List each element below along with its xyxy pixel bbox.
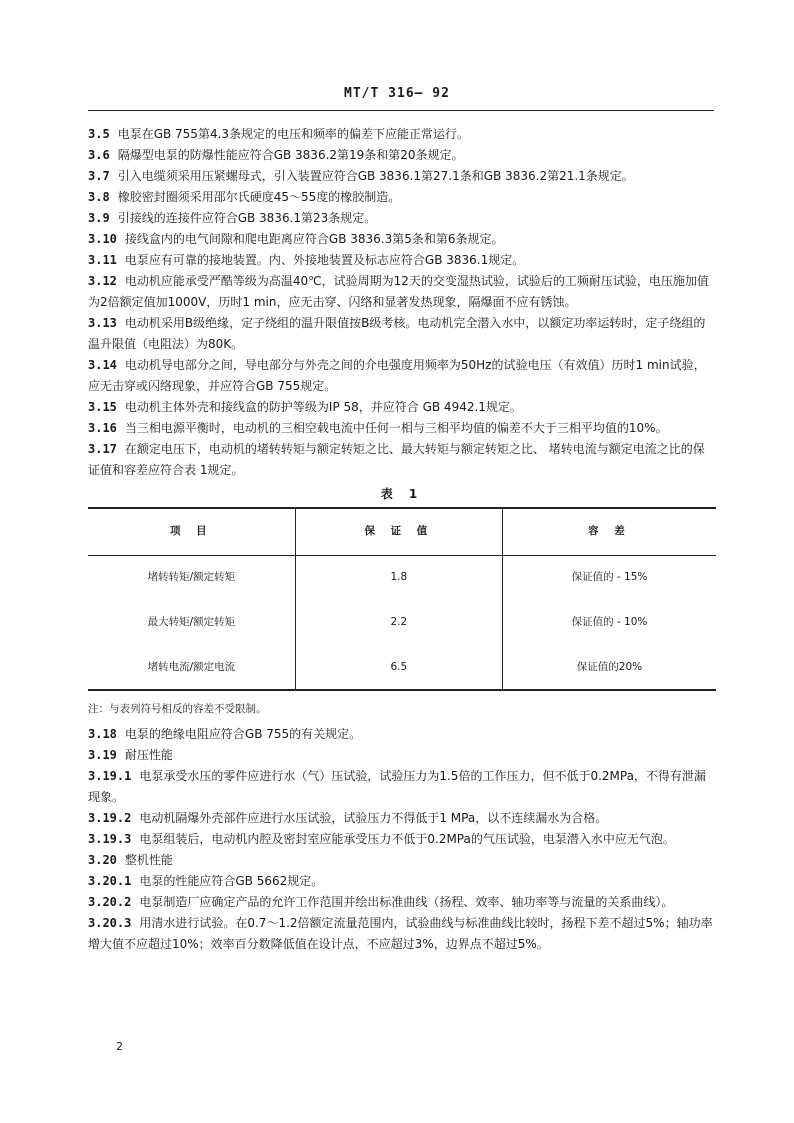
clause xyxy=(88,850,716,871)
clause-number: 3.13 xyxy=(88,316,117,330)
clause-number: 3.8 xyxy=(88,190,110,204)
clause xyxy=(88,145,716,166)
clause-text: 隔爆型电泵的防爆性能应符合GB 3836.2第19条和第20条规定。 xyxy=(117,148,464,162)
clause-number: 3.20.3 xyxy=(88,916,132,930)
clause-number: 3.19.1 xyxy=(88,769,132,783)
table-note: 注：与表列符号相反的容差不受限制。 xyxy=(88,703,267,715)
clause-number: 3.12 xyxy=(88,274,117,288)
clause-text: 引入电缆须采用压紧螺母式，引入装置应符合GB 3836.1第27.1条和GB 3836.2第21.1条规定。 xyxy=(117,169,634,183)
clause-text: 电动机应能承受严酷等级为高温40℃，试验周期为12天的交变湿热试验，试验后的工频耐压试验，电压施加值为2倍额定值加1000V，历时1 min，应无击穿、闪络和显著发热现象，隔爆面不应有锈蚀。 xyxy=(88,274,709,309)
clause-number: 3.6 xyxy=(88,148,110,162)
clause-text: 电动机采用B级绝缘，定子绕组的温升限值按B级考核。电动机完全潜入水中，以额定功率运转时，定子绕组的温升限值（电阻法）为80K。 xyxy=(88,316,706,351)
clause-text: 电泵组装后，电动机内腔及密封室应能承受压力不低于0.2MPa的气压试验，电泵潜入水中应无气泡。 xyxy=(139,832,675,846)
table-cell: 保证值的 - 10% xyxy=(502,600,716,645)
clause-number: 3.10 xyxy=(88,232,117,246)
clause-text: 电泵应有可靠的接地装置。内、外接地装置及标志应符合GB 3836.1规定。 xyxy=(124,253,525,267)
table-cell: 最大转矩/额定转矩 xyxy=(147,616,236,628)
table-caption: 表 1 xyxy=(380,487,424,501)
clause-number: 3.19.2 xyxy=(88,811,132,825)
table-cell: 保证值的 - 15% xyxy=(502,555,716,600)
table-row xyxy=(88,600,716,645)
clause-number: 3.18 xyxy=(88,727,117,741)
clause-text: 电动机主体外壳和接线盒的防护等级为IP 58，并应符合 GB 4942.1规定。 xyxy=(124,400,522,414)
clause xyxy=(88,208,716,229)
clause-number: 3.11 xyxy=(88,253,117,267)
clause-text: 橡胶密封圈须采用邵尔氏硬度45～55度的橡胶制造。 xyxy=(117,190,401,204)
clause-text: 电泵制造厂应确定产品的允许工作范围并绘出标准曲线（扬程、效率、轴功率等与流量的关系曲线）。 xyxy=(139,895,674,909)
table-cell: 1.8 xyxy=(295,555,502,600)
clause xyxy=(88,124,716,145)
clause xyxy=(88,439,716,481)
clause xyxy=(88,313,716,355)
clause-number: 3.15 xyxy=(88,400,117,414)
table-cell: 堵转电流/额定电流 xyxy=(147,660,236,673)
clause xyxy=(88,355,716,397)
clause xyxy=(88,913,716,955)
clause xyxy=(88,745,716,766)
clause-number: 3.17 xyxy=(88,442,117,456)
clause-number: 3.16 xyxy=(88,421,117,435)
page-number: 2 xyxy=(116,1040,123,1053)
clause-text: 在额定电压下，电动机的堵转转矩与额定转矩之比、最大转矩与额定转矩之比、 堵转电流与额定电流之比的保证值和容差应符合表 1规定。 xyxy=(88,442,705,477)
clause xyxy=(88,808,716,829)
clause-text: 耐压性能 xyxy=(124,748,173,762)
table-header-row xyxy=(88,508,716,555)
table-row xyxy=(88,645,716,690)
clause-number: 3.7 xyxy=(88,169,110,183)
table-cell: 保证值的20% xyxy=(502,645,716,690)
clause-text: 电动机隔爆外壳部件应进行水压试验，试验压力不得低于1 MPa，以不连续漏水为合格。 xyxy=(139,811,608,825)
clause xyxy=(88,892,716,913)
column-header-item: 项 目 xyxy=(170,525,213,538)
clause-text: 电泵承受水压的零件应进行水（气）压试验，试验压力为1.5倍的工作压力，但不低于0.2MPa，不得有泄漏现象。 xyxy=(88,769,706,804)
table-cell: 2.2 xyxy=(295,600,502,645)
clause xyxy=(88,229,716,250)
clause-number: 3.5 xyxy=(88,127,110,141)
spec-table xyxy=(88,507,716,691)
clause-text: 接线盒内的电气间隙和爬电距离应符合GB 3836.3第5条和第6条规定。 xyxy=(124,232,504,246)
clause-number: 3.20 xyxy=(88,853,117,867)
column-header-guaranteed: 保 证 值 xyxy=(295,508,502,555)
clause xyxy=(88,766,716,808)
clause xyxy=(88,250,716,271)
table-cell: 堵转转矩/额定转矩 xyxy=(147,571,236,584)
column-header-tolerance: 容 差 xyxy=(502,508,716,555)
clause-text: 电泵的性能应符合GB 5662规定。 xyxy=(139,874,324,888)
clause-number: 3.9 xyxy=(88,211,110,225)
clause xyxy=(88,418,716,439)
clause xyxy=(88,187,716,208)
clause-text: 引接线的连接件应符合GB 3836.1第23条规定。 xyxy=(117,211,377,225)
standard-code-header: MT/T 316— 92 xyxy=(344,86,450,101)
document-body xyxy=(88,124,716,955)
clause-number: 3.20.1 xyxy=(88,874,132,888)
clause-number: 3.19.3 xyxy=(88,832,132,846)
clause-text: 当三相电源平衡时，电动机的三相空载电流中任何一相与三相平均值的偏差不大于三相平均值的10%。 xyxy=(124,421,668,435)
clause xyxy=(88,271,716,313)
table-row xyxy=(88,555,716,600)
clause xyxy=(88,871,716,892)
clause xyxy=(88,829,716,850)
clause-number: 3.19 xyxy=(88,748,117,762)
clause-text: 用清水进行试验。在0.7～1.2倍额定流量范围内，试验曲线与标准曲线比较时，扬程下差不超过5%；轴功率增大值不应超过10%；效率百分数降低值在设计点，不应超过3%，边界点不超过5%。 xyxy=(88,916,713,951)
header-rule xyxy=(88,110,714,111)
clause-number: 3.20.2 xyxy=(88,895,132,909)
clause-text: 电泵的绝缘电阻应符合GB 755的有关规定。 xyxy=(124,727,362,741)
clause xyxy=(88,724,716,745)
table-cell: 6.5 xyxy=(295,645,502,690)
clause-text: 电泵在GB 755第4.3条规定的电压和频率的偏差下应能正常运行。 xyxy=(117,127,470,141)
clause-number: 3.14 xyxy=(88,358,117,372)
clause xyxy=(88,166,716,187)
clause-text: 整机性能 xyxy=(124,853,173,867)
clause-text: 电动机导电部分之间，导电部分与外壳之间的介电强度用频率为50Hz的试验电压（有效值）历时1 min试验，应无击穿或闪络现象，并应符合GB 755规定。 xyxy=(88,358,706,393)
clause xyxy=(88,397,716,418)
